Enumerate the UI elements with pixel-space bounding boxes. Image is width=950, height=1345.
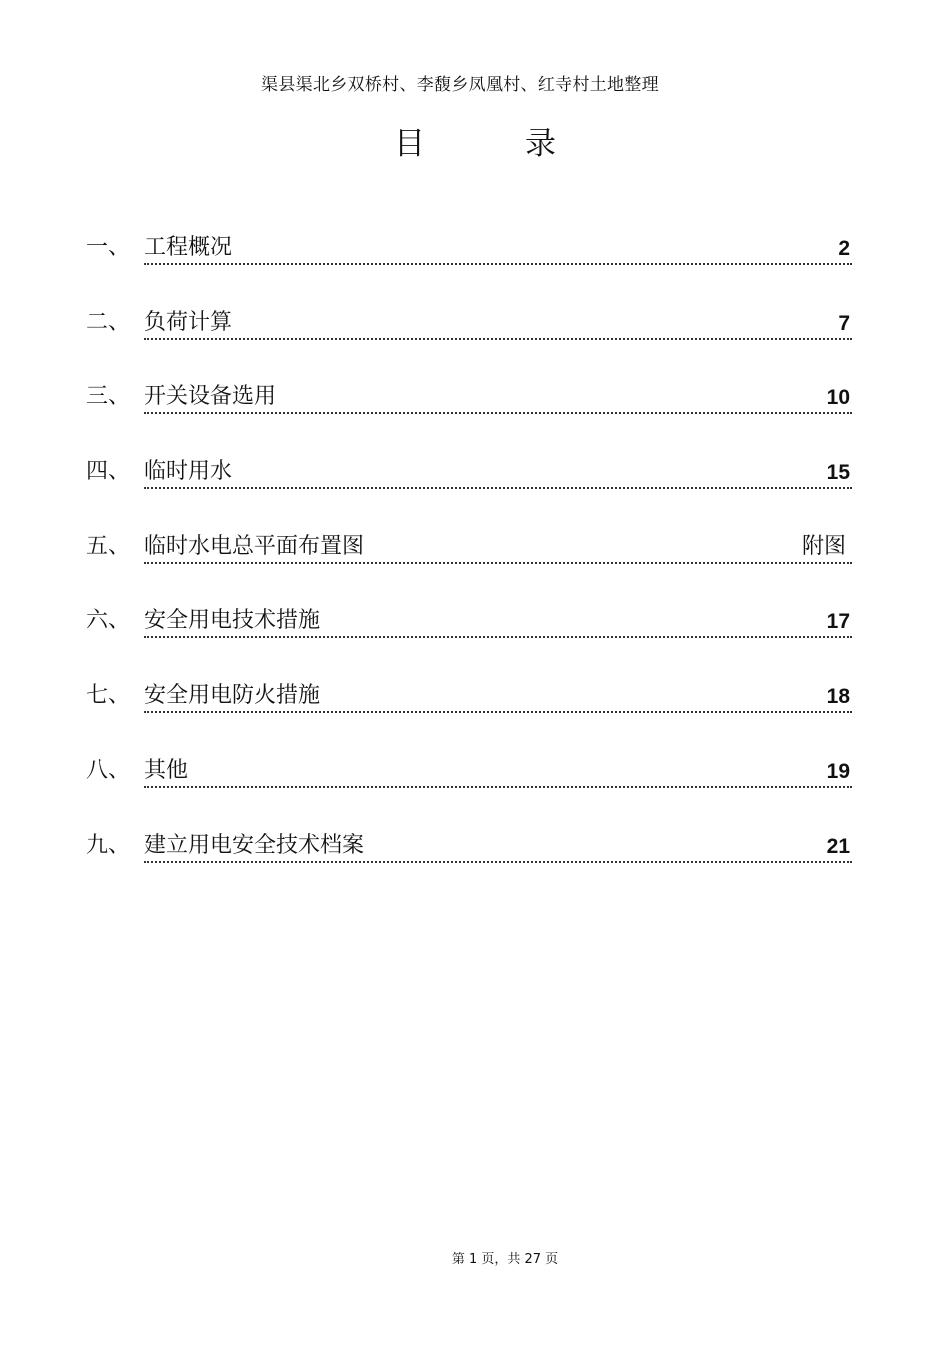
toc-label: 临时用水 xyxy=(144,459,233,485)
toc-number: 八、 xyxy=(86,757,131,783)
page-footer: 第 1 页，共 27 页 xyxy=(451,1252,559,1267)
toc-number: 六、 xyxy=(86,608,131,634)
toc-label: 临时水电总平面布置图 xyxy=(144,533,365,559)
toc-row[interactable] xyxy=(86,456,852,492)
toc-label: 安全用电技术措施 xyxy=(144,608,321,634)
toc-row[interactable] xyxy=(86,605,852,641)
toc-entry-link[interactable] xyxy=(144,232,852,265)
toc-page-number: 21 xyxy=(826,834,850,858)
toc-label: 工程概况 xyxy=(144,235,233,260)
toc-row[interactable] xyxy=(86,755,852,791)
toc-row[interactable] xyxy=(86,381,852,417)
toc-entry-link[interactable] xyxy=(144,531,852,564)
toc-number: 四、 xyxy=(86,459,131,485)
toc-row[interactable] xyxy=(86,232,852,268)
toc-entry-link[interactable] xyxy=(144,755,852,788)
toc-entry-link[interactable] xyxy=(144,830,852,863)
toc-page-number: 2 xyxy=(838,237,850,260)
toc-entry-link[interactable] xyxy=(144,307,852,340)
toc-number: 五、 xyxy=(86,533,131,559)
toc-entry-link[interactable] xyxy=(144,456,852,489)
toc-entry-link[interactable] xyxy=(144,680,852,713)
toc-page-number: 19 xyxy=(826,759,850,783)
toc-page-number: 附图 xyxy=(801,533,846,559)
toc-page-number: 17 xyxy=(826,610,850,634)
toc-label: 开关设备选用 xyxy=(144,384,277,410)
toc-row[interactable] xyxy=(86,307,852,343)
toc-number: 九、 xyxy=(86,832,131,858)
toc-row[interactable] xyxy=(86,680,852,716)
toc-label: 建立用电安全技术档案 xyxy=(144,832,365,858)
toc-label: 负荷计算 xyxy=(144,309,233,335)
toc-row[interactable] xyxy=(86,830,852,866)
table-of-contents xyxy=(86,232,852,904)
title-char-2: 录 xyxy=(525,126,556,162)
toc-row[interactable] xyxy=(86,531,852,567)
page-header: 渠县渠北乡双桥村、李馥乡凤凰村、红寺村土地整理 xyxy=(261,75,659,95)
toc-page-number: 7 xyxy=(838,311,850,335)
title-char-1: 目 xyxy=(394,126,425,162)
toc-page-number: 15 xyxy=(826,461,850,485)
toc-entry-link[interactable] xyxy=(144,381,852,414)
toc-number: 七、 xyxy=(86,683,131,709)
toc-label: 其他 xyxy=(144,757,189,783)
toc-label: 安全用电防火措施 xyxy=(144,683,321,709)
toc-page-number: 18 xyxy=(826,685,850,709)
toc-number: 一、 xyxy=(86,235,131,260)
toc-number: 二、 xyxy=(86,309,131,335)
page-title xyxy=(0,118,950,163)
toc-entry-link[interactable] xyxy=(144,605,852,638)
toc-number: 三、 xyxy=(86,384,131,410)
toc-page-number: 10 xyxy=(826,386,850,410)
